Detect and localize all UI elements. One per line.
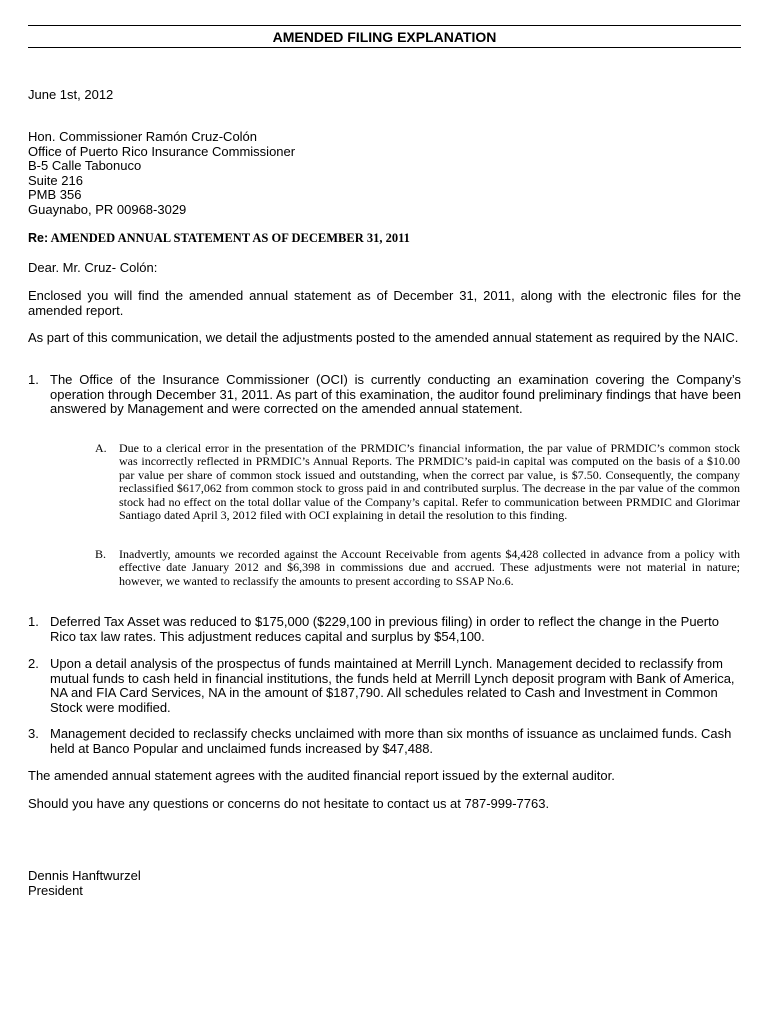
section-one-text: The Office of the Insurance Commissioner (OCI) is currently conducting an examination covering the Company’s operation through December 31, 2011. As part of this examination, the auditor found preliminary findings that have been answered by Management and were corrected on the amended annual statement. [50, 372, 741, 416]
agreement-paragraph: The amended annual statement agrees with the audited financial report issued by the external auditor. [28, 768, 615, 783]
adjustment-number: 3. [28, 726, 39, 741]
title-top-rule [28, 25, 741, 26]
adjustment-text: Management decided to reclassify checks unclaimed with more than six months of issuance as unclaimed funds. Cash held at Banco Popular and unclaimed funds increased by $47,488. [50, 726, 732, 756]
subject-line [28, 231, 741, 246]
adjustment-text: Deferred Tax Asset was reduced to $175,000 ($229,100 in previous filing) in order to reflect the change in the Puerto Rico tax law rates. This adjustment reduces capital and surplus by $54,100. [50, 614, 719, 644]
adjustment-item [28, 727, 741, 756]
addressee-line: Suite 216 [28, 172, 83, 188]
signature-title: President [28, 882, 83, 898]
finding-b-letter: B. [95, 547, 107, 561]
finding-a [95, 442, 740, 522]
finding-b-text: Inadvertly, amounts we recorded against the Account Receivable from agents $4,428 collected in advance from a policy with effective date January 2012 and $6,398 in commissions due and accrued. These adjustments were not material in nature; however, we wanted to reclassify the amounts to present according to SSAP No.6. [119, 547, 740, 588]
salutation: Dear. Mr. Cruz- Colón: [28, 260, 158, 275]
signature-name: Dennis Hanftwurzel [28, 868, 141, 883]
paragraph-intro: As part of this communication, we detail the adjustments posted to the amended annual statement as required by the NAIC. [28, 330, 739, 345]
adjustment-number: 1. [28, 614, 39, 629]
signature-block [28, 869, 741, 898]
addressee-line: B-5 Calle Tabonuco [28, 158, 142, 173]
finding-b [95, 548, 740, 588]
title-bottom-rule [28, 47, 741, 48]
addressee-line: PMB 356 [28, 187, 82, 202]
addressee-block [28, 130, 741, 217]
title-block [28, 29, 741, 47]
adjustment-number: 2. [28, 656, 39, 671]
page-title: AMENDED FILING EXPLANATION [272, 29, 497, 45]
paragraph-enclosed: Enclosed you will find the amended annual statement as of December 31, 2011, along with the electronic files for the amended report. [28, 288, 741, 318]
addressee-line: Office of Puerto Rico Insurance Commissioner [28, 143, 296, 159]
subject-label: Re: [28, 231, 49, 245]
contact-paragraph: Should you have any questions or concerns do not hesitate to contact us at 787-999-7763. [28, 796, 550, 811]
addressee-line: Guaynabo, PR 00968-3029 [28, 201, 187, 217]
finding-a-text: Due to a clerical error in the presentation of the PRMDIC’s financial information, the par value of PRMDIC’s common stock was incorrectly reflected in PRMDIC’s Annual Reports. The PRMDIC’s paid-in capital was computed on the basis of a $10.00 par value per share of common stock issued and outstanding, when the correct par value, is $7.50. Consequently, the company reclassified $617,062 from common stock to gross paid in and contributed surplus. The decrease in the par value of the common stock had no effect on the total dollar value of the Company’s capital. Refer to communication between PRMDIC and Glorimar Santiago dated April 3, 2012 filed with OCI explaining in detail the resolution to this finding. [119, 441, 740, 523]
addressee-line: Hon. Commissioner Ramón Cruz-Colón [28, 129, 258, 144]
letter-date: June 1st, 2012 [28, 87, 114, 102]
section-one [28, 373, 741, 417]
adjustment-item [28, 657, 741, 715]
adjustment-item [28, 615, 741, 644]
subject-text: AMENDED ANNUAL STATEMENT AS OF DECEMBER 31, 2011 [50, 231, 410, 245]
finding-a-letter: A. [95, 441, 107, 455]
adjustment-text: Upon a detail analysis of the prospectus of funds maintained at Merrill Lynch. Management decided to reclassify from mutual funds to cash held in financial institutions, the funds held at Merrill Lynch deposit program with Bank of America, NA and FIA Card Services, NA in the amount of $187,790. All schedules related to Cash and Investment in Common Stock were modified. [50, 656, 735, 715]
section-one-number: 1. [28, 372, 39, 387]
